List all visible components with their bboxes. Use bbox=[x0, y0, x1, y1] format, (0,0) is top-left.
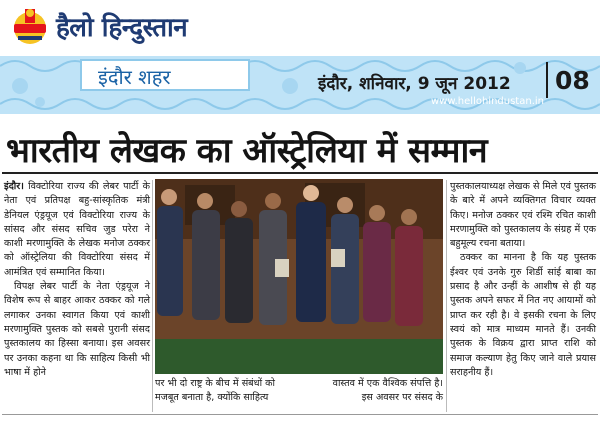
column-separator-left bbox=[152, 180, 153, 412]
event-photo-illustration bbox=[155, 179, 443, 374]
col1-paragraph-2: विपक्ष लेबर पार्टी के नेता एंड्रयूज ने विशेष रूप से बाहर आकर ठक्कर को गले लगाकर उनका स्वागत किया एवं काशी मरणामुक्ति पुस्तक को सबसे पुरानी संसद पुस्तकालय का हिस्सा बनाया। इस अवसर पर उनका कहना था कि साहित्य किसी भी भाषा में होने bbox=[4, 281, 150, 378]
col1-paragraph-1-text: विक्टोरिया राज्य की लेबर पार्टी के नेता एवं प्रतिपक्ष बहु-सांस्कृतिक मंत्री डेनियल एंड्रयूज एवं विक्टोरिया राज्य के सांसद और संसद सचिव जुड परेरा ने काशी मरणामुक्ति के लेखक मनोज ठक्कर को ऑस्ट्रेलिया की विक्टोरिया संसद में आमंत्रित एवं सम्मानित किया। bbox=[4, 181, 150, 278]
caption-line-2-right: इस अवसर पर संसद के bbox=[361, 392, 443, 404]
col1-paragraph-1 bbox=[4, 180, 150, 280]
bottom-rule bbox=[2, 414, 598, 415]
col3-paragraph-2: ठक्कर का मानना है कि यह पुस्तक ईश्वर एवं उनके गुरु शिर्डी सांई बाबा का प्रसाद है और उन्हीं के आशीष से ही यह पुस्तक अपने सफर में नित नए आयामों को प्राप्त कर रही है। वे इसकी रचना के लिए स्वयं को मात्र माध्यम मानते हैं। उनकी पुस्तक के विक्रय द्वारा प्राप्त राशि को समाज कल्याण हेतु किए जाने वाले प्रयास सराहनीय हैं। bbox=[450, 252, 596, 378]
page-number: 08 bbox=[555, 66, 590, 95]
masthead bbox=[0, 0, 600, 52]
event-photo bbox=[155, 179, 443, 374]
masthead-brand: हैलो हिन्दुस्तान bbox=[56, 13, 188, 43]
website-url: www.hellohindustan.in bbox=[431, 96, 544, 107]
caption-line-1-left: पर भी दो राष्ट्र के बीच में संबंधों को bbox=[155, 378, 275, 389]
headline: भारतीय लेखक का ऑस्ट्रेलिया में सम्मान bbox=[6, 131, 488, 171]
section-name: इंदौर शहर bbox=[98, 65, 171, 89]
column-separator-right bbox=[446, 180, 447, 412]
dateline-lead: इंदौर। bbox=[4, 181, 24, 192]
headline-rule bbox=[2, 172, 598, 174]
newspaper-logo-icon bbox=[8, 4, 52, 48]
photo-caption-text bbox=[155, 377, 443, 406]
page-divider bbox=[546, 62, 548, 98]
col3-paragraph-1: पुस्तकालयाध्यक्ष लेखक से मिले एवं पुस्तक के बारे में अपने व्यक्तिगत विचार व्यक्त किए। मनोज ठक्कर एवं रश्मि रचित काशी मरणामुक्ति को पुस्तकालय के संग्रह में एक बहुमूल्य रचना बताया। bbox=[450, 181, 596, 250]
article-column-1 bbox=[4, 180, 150, 380]
caption-line-1-right: वास्तव में एक वैश्विक संपत्ति है। bbox=[332, 378, 443, 389]
article-column-3 bbox=[450, 180, 596, 380]
caption-line-2-left: मजबूत बनाता है, क्योंकि साहित्य bbox=[155, 392, 269, 404]
caption-line-1 bbox=[155, 377, 443, 391]
dateline: इंदौर, शनिवार, 9 जून 2012 bbox=[318, 74, 511, 94]
caption-line-2 bbox=[155, 391, 443, 405]
